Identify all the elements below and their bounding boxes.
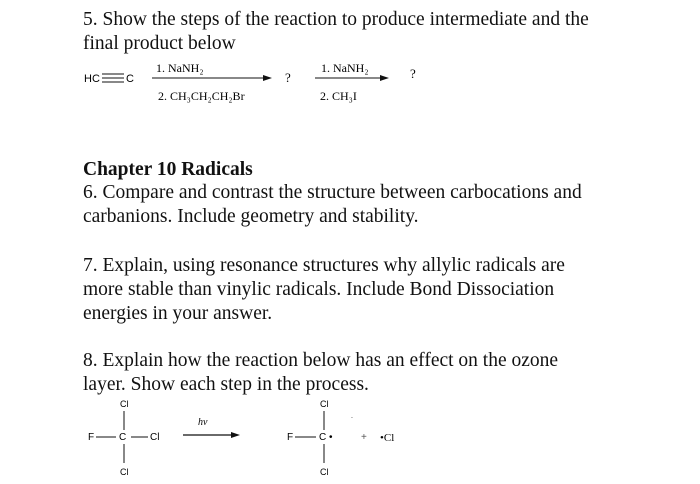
- cfcl2-radical-structure: [287, 399, 333, 477]
- reactant-cl-right: Cl: [150, 432, 160, 443]
- alkyne-hc-label: HC: [84, 73, 100, 85]
- product-radical-dot: •: [329, 432, 333, 443]
- hv-condition: hν: [198, 417, 208, 428]
- q8-line2: layer. Show each step in the process.: [83, 374, 369, 395]
- stray-dot: .: [351, 413, 353, 420]
- q7-line2: more stable than vinylic radicals. Include Bond Dissociation: [83, 279, 555, 300]
- step2-reagent-1: 1. NaNH₂: [321, 61, 369, 75]
- intermediate-unknown: ?: [285, 70, 291, 85]
- q7-line3: energies in your answer.: [83, 303, 273, 324]
- final-product-unknown: ?: [410, 66, 416, 81]
- plus-sign: +: [361, 432, 367, 443]
- reactant-c: C: [119, 432, 127, 443]
- alkyne-c-label: C: [126, 73, 134, 85]
- step1-reagent-2: 2. CH₃CH₂CH₂Br: [158, 89, 245, 103]
- cfcl3-structure: [88, 399, 159, 477]
- step2-reagent-2: 2. CH₃I: [320, 89, 357, 103]
- q7-line1: 7. Explain, using resonance structures why allylic radicals are: [83, 255, 565, 276]
- product-cl-bottom: Cl: [320, 467, 329, 477]
- reactant-f: F: [88, 432, 95, 443]
- product-cl-top: Cl: [320, 399, 329, 409]
- product-c: C: [319, 432, 327, 443]
- q5-line2: final product below: [83, 33, 236, 54]
- chlorine-radical: •Cl: [380, 432, 395, 444]
- q6-line2: carbanions. Include geometry and stability.: [83, 206, 419, 227]
- reactant-cl-top: Cl: [120, 399, 129, 409]
- reactant-cl-bottom: Cl: [120, 467, 129, 477]
- product-f: F: [287, 432, 294, 443]
- q5-line1: 5. Show the steps of the reaction to produce intermediate and the: [83, 9, 589, 30]
- chapter-heading: Chapter 10 Radicals: [83, 159, 253, 180]
- q8-line1: 8. Explain how the reaction below has an effect on the ozone: [83, 350, 559, 371]
- q6-line1: 6. Compare and contrast the structure between carbocations and: [83, 182, 582, 203]
- photolysis-arrow: [183, 432, 240, 438]
- step1-reagent-1: 1. NaNH₂: [156, 61, 204, 75]
